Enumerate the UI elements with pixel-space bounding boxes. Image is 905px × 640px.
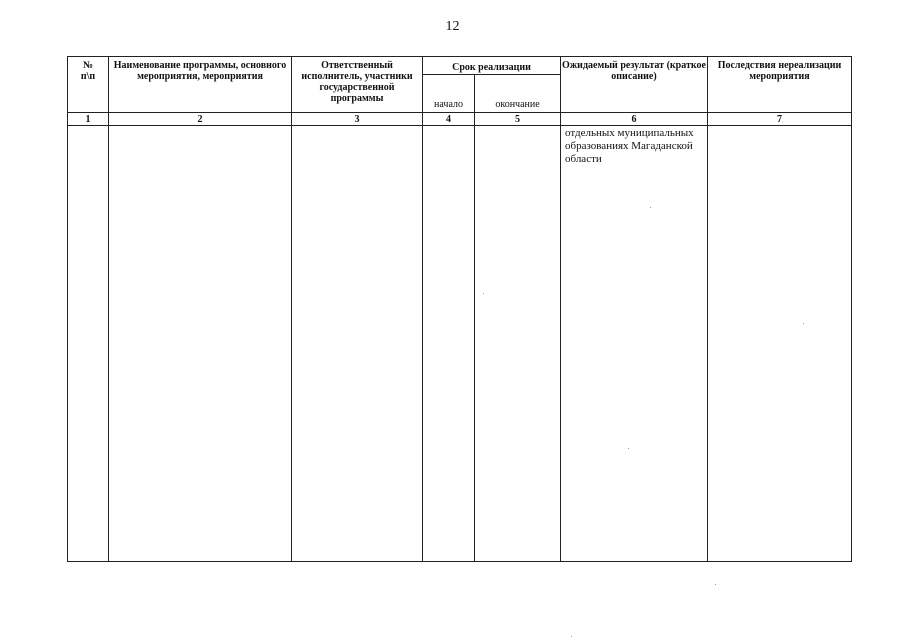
col-number-3: 3: [292, 113, 423, 126]
page-number: 12: [445, 19, 460, 34]
scan-speck: [483, 293, 484, 294]
col-number-4: 4: [423, 113, 475, 126]
header-program-name: Наименование программы, основного мероприятия, мероприятия: [109, 57, 292, 113]
header-consequences: Последствия нереализации мероприятия: [708, 57, 852, 113]
col-number-2: 2: [109, 113, 292, 126]
header-expected-result: Ожидаемый результат (краткое описание): [561, 57, 708, 113]
scan-speck: [628, 448, 629, 449]
col-number-6: 6: [561, 113, 708, 126]
col-number-1: 1: [68, 113, 109, 126]
scan-speck: [650, 207, 651, 208]
cell-program-name: [109, 126, 292, 562]
cell-responsible: [292, 126, 423, 562]
header-end: окончание: [475, 75, 561, 113]
cell-number: [68, 126, 109, 562]
cell-start: [423, 126, 475, 562]
scan-speck: [803, 323, 804, 324]
cell-consequences: [708, 126, 852, 562]
scan-speck: [571, 636, 572, 637]
cell-end: [475, 126, 561, 562]
col-number-7: 7: [708, 113, 852, 126]
header-responsible: Ответственный исполнитель, участники государственной программы: [292, 57, 423, 113]
col-number-5: 5: [475, 113, 561, 126]
cell-expected-result: [561, 126, 708, 562]
header-number: № п\п: [68, 57, 109, 113]
expected-result-text: отдельных муниципальных образованиях Магаданской области: [565, 127, 694, 166]
scan-speck: [715, 584, 716, 585]
header-start: начало: [423, 75, 475, 113]
header-period: Срок реализации: [423, 57, 561, 75]
program-table: [67, 56, 852, 562]
